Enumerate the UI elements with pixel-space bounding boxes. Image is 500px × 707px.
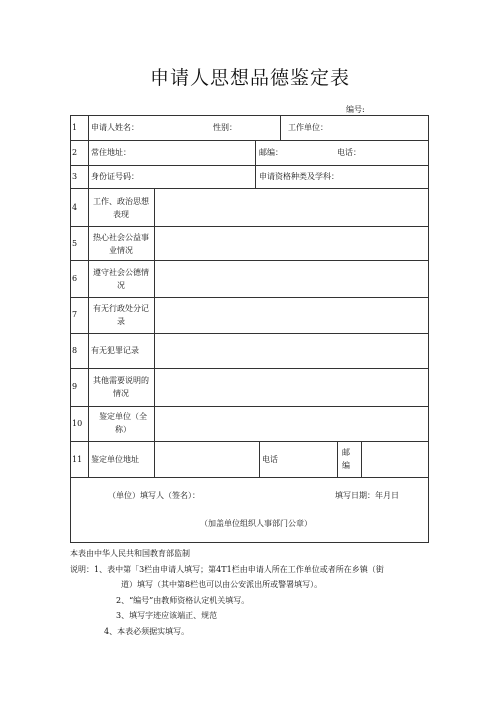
row-divider — [70, 140, 429, 141]
phone-label: 电话： — [337, 148, 361, 157]
instruction-2: 2、“编号”由教师资格认定机关填写。 — [116, 596, 250, 605]
row-divider — [70, 406, 429, 407]
row-number: 4 — [72, 203, 78, 212]
appraisal-unit-label: 鉴定单位（全称） — [99, 412, 147, 434]
postcode-label: 邮编： — [259, 148, 283, 157]
instruction-1: 说明：1、表中第「3栏由申请人填写；第4T1栏由申请人所在工作单位或者所在乡镇（街 — [70, 565, 384, 574]
row-divider — [70, 297, 429, 298]
row-number: 1 — [72, 123, 78, 132]
cell-divider — [259, 441, 260, 477]
row-divider — [70, 226, 429, 227]
supervision-note: 本表由中华人民共和国教育部监制 — [70, 549, 190, 558]
row-divider — [70, 260, 429, 261]
row-number: 5 — [72, 239, 78, 248]
number-column-divider — [88, 115, 89, 477]
row-divider — [70, 188, 429, 189]
applicant-name-label: 申请人姓名： — [91, 123, 139, 132]
appraisal-phone-label: 电话 — [262, 455, 278, 464]
row-number: 6 — [72, 274, 78, 283]
cell-divider — [280, 115, 281, 140]
label-column-divider — [154, 188, 155, 477]
row-number: 2 — [72, 148, 78, 157]
id-number-label: 身份证号码： — [91, 172, 139, 181]
row-number: 9 — [72, 382, 78, 391]
row-divider — [70, 441, 429, 442]
row-number: 10 — [72, 419, 83, 428]
gender-label: 性别： — [213, 123, 237, 132]
qualification-label: 申请资格种类及学科： — [259, 172, 339, 181]
row-number: 3 — [72, 172, 78, 181]
fill-date-label: 填写日期：年月日 — [335, 491, 399, 500]
political-performance-label: 工作、政治思想表现 — [93, 197, 149, 219]
cell-divider — [361, 441, 362, 477]
other-info-label: 其他需要说明的情况 — [93, 376, 149, 398]
social-ethics-label: 遵守社会公德情况 — [93, 268, 149, 290]
instruction-4: 4、本表必须据实填写。 — [104, 627, 190, 636]
form-title: 申请人思想品德鉴定表 — [149, 67, 350, 89]
public-welfare-label: 热心社会公益事业情况 — [93, 233, 149, 255]
disciplinary-record-label: 有无行政处分记录 — [93, 304, 149, 326]
appraisal-postcode-label: 邮编 — [342, 448, 350, 470]
row-divider — [70, 333, 429, 334]
row-number: 7 — [72, 310, 78, 319]
instruction-3: 3、填写字迹应该端正、规范 — [116, 611, 218, 620]
row-number: 8 — [72, 346, 78, 355]
instruction-1-continued: 道）填写（其中第8栏也可以由公安派出所或警署填写）。 — [121, 580, 323, 589]
official-seal-label: （加盖单位组织人事部门公章） — [200, 519, 312, 528]
cell-divider — [255, 140, 256, 188]
cell-divider — [337, 441, 338, 477]
appraisal-unit-address-label: 鉴定单位地址 — [91, 455, 139, 464]
row-number: 11 — [72, 455, 83, 464]
address-label: 常住地址： — [91, 148, 131, 157]
row-divider — [70, 368, 429, 369]
work-unit-label: 工作单位： — [288, 123, 328, 132]
row-divider — [70, 165, 429, 166]
form-number-label: 编号: — [346, 105, 365, 114]
criminal-record-label: 有无犯罪记录 — [91, 346, 139, 355]
row-divider — [70, 477, 429, 478]
filler-signature-label: （单位）填写人（签名）： — [108, 491, 200, 500]
